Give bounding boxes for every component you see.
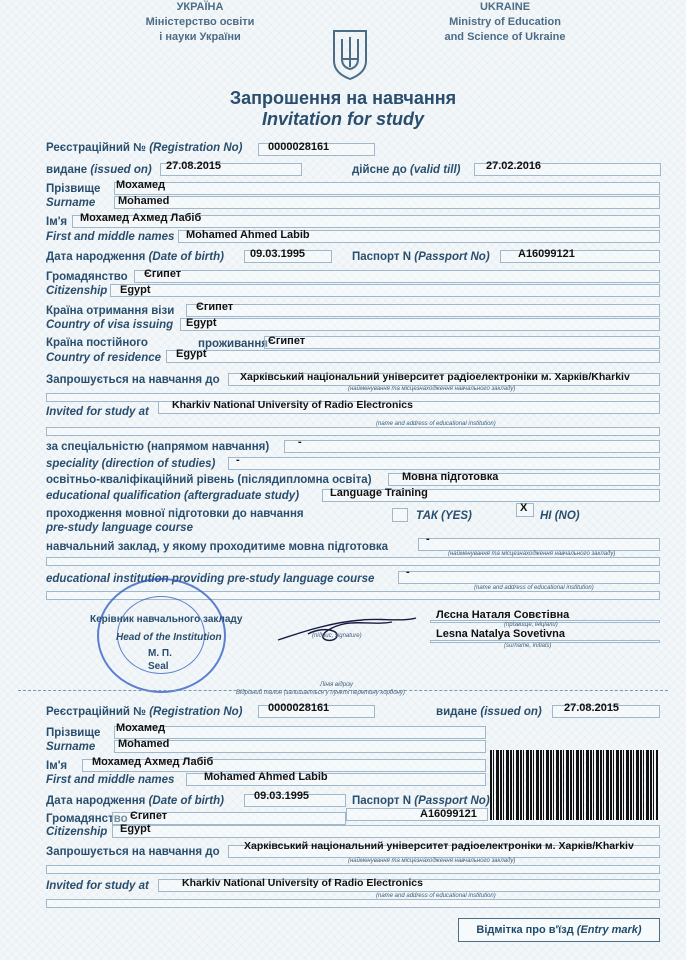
title-uk: Запрошення на навчання — [229, 88, 457, 108]
surname-box-en — [114, 196, 660, 209]
stub-university-value-en: Kharkiv National University of Radio Electronics — [182, 877, 423, 889]
visa-box-uk — [186, 304, 660, 317]
speciality-box-en — [228, 457, 660, 470]
ministry-en-line1: Ministry of Education — [449, 16, 561, 28]
issued-value: 27.08.2015 — [166, 160, 222, 172]
head-name-caption-en: (surname, initials) — [504, 643, 552, 649]
stub-names-value-uk: Мохамед Ахмед Лабіб — [92, 756, 214, 768]
stub-dob-value: 09.03.1995 — [254, 790, 310, 802]
surname-label-uk: Прізвище — [46, 183, 101, 195]
head-name-uk: Лєсна Наталя Совєтівна — [436, 609, 570, 621]
stub-invited-label-uk: Запрошується на навчання до — [46, 846, 220, 858]
stub-university-value-uk: Харківський національний університет радіоелектроніки м. Харків/Kharkiv — [244, 840, 634, 852]
signature-image — [272, 608, 422, 648]
citizenship-box-en — [110, 284, 660, 297]
citizenship-label-uk: Громадянство — [46, 271, 128, 283]
stub-invited-label-en: Invited for study at — [46, 880, 149, 892]
title-en: Invitation for study — [262, 109, 424, 129]
no-checkbox-mark: X — [520, 502, 528, 514]
invited-label-en: Invited for study at — [46, 406, 149, 418]
stub-surname-value-en: Mohamed — [118, 738, 170, 750]
stub-names-value-en: Mohamed Ahmed Labib — [204, 771, 328, 783]
stub-surname-label-en: Surname — [46, 741, 96, 753]
names-label-en: First and middle names — [46, 231, 175, 243]
valid-value: 27.02.2016 — [486, 160, 542, 172]
passport-value: A16099121 — [518, 248, 575, 260]
ministry-uk-line1: Міністерство освіти — [145, 16, 255, 28]
invited-box-en-2 — [46, 427, 660, 436]
valid-label: дійсне до (valid till) — [352, 164, 461, 176]
seal-label-uk: М. П. — [148, 648, 172, 659]
passport-label: Паспорт N (Passport No) — [352, 251, 490, 263]
names-value-en: Mohamed Ahmed Labib — [186, 229, 310, 241]
residence-label-uk-1: Країна постійного — [46, 337, 148, 349]
lang-inst-box-uk-2 — [46, 557, 660, 566]
qualification-value-uk: Мовна підготовка — [402, 471, 499, 483]
residence-label-en: Country of residence — [46, 352, 162, 364]
residence-value-uk: Єгипет — [268, 335, 306, 347]
lang-inst-label-uk: навчальний заклад, у якому проходитиме мовна підготовка — [46, 541, 389, 553]
speciality-value-uk: - — [298, 436, 302, 448]
stub-invited-box-uk-2 — [46, 865, 660, 874]
stub-surname-value-uk: Мохамед — [116, 722, 166, 734]
stub-caption-uk: (найменування та місцезнаходження навчального закладу) — [348, 858, 516, 864]
visa-box-en — [180, 318, 660, 331]
stub-passport-label: Паспорт N (Passport No) — [352, 795, 490, 807]
lang-inst-box-uk — [418, 538, 660, 551]
head-label-uk: Керівник навчального закладу — [90, 614, 243, 625]
surname-label-en: Surname — [46, 197, 96, 209]
seal-label-en: Seal — [148, 661, 169, 672]
lang-inst-box-en — [398, 571, 660, 584]
issued-label: видане (issued on) — [46, 164, 152, 176]
names-value-uk: Мохамед Ахмед Лабіб — [80, 212, 202, 224]
qualification-label-en: educational qualification (aftergraduate study) — [46, 490, 300, 502]
speciality-label-en: speciality (direction of studies) — [46, 458, 216, 470]
stub-citizenship-value-uk: Єгипет — [130, 810, 168, 822]
citizenship-value-uk: Єгипет — [144, 268, 182, 280]
stub-dob-label: Дата народження (Date of birth) — [46, 795, 224, 807]
residence-label-uk-2: проживання — [198, 338, 268, 350]
yes-label: ТАК (YES) — [416, 510, 472, 522]
stub-names-label-en: First and middle names — [46, 774, 175, 786]
cut-line-caption-2: Відрізний талон (залишається у пункті перетину кордону) — [236, 690, 405, 696]
reg-label: Реєстраційний № (Registration No) — [46, 142, 243, 154]
ministry-en-line2: and Science of Ukraine — [444, 31, 566, 43]
lang-caption-en: (name and address of educational institution) — [474, 585, 594, 591]
stub-surname-label-uk: Прізвище — [46, 727, 101, 739]
residence-value-en: Egypt — [176, 348, 207, 360]
head-name-caption-uk: (прізвище, ініціали) — [504, 622, 558, 628]
ministry-uk-line2: і науки України — [159, 31, 241, 43]
dob-label: Дата народження (Date of birth) — [46, 251, 224, 263]
language-course-label-uk: проходження мовної підготовки до навчання — [46, 508, 304, 520]
surname-value-en: Mohamed — [118, 195, 170, 207]
country-en: UKRAINE — [479, 1, 531, 13]
trident-emblem-icon — [330, 27, 370, 81]
citizenship-box-uk — [134, 270, 660, 283]
country-uk: УКРАЇНА — [176, 1, 224, 13]
invited-label-uk: Запрошується на навчання до — [46, 374, 220, 386]
stub-surname-box-en — [114, 740, 486, 753]
names-label-uk: Ім'я — [46, 216, 68, 228]
qualification-value-en: Language Training — [330, 487, 428, 499]
caption-name-address-en: (name and address of educational institution) — [376, 421, 496, 427]
university-value-uk: Харківський національний університет радіоелектроніки м. Харків/Kharkiv — [240, 371, 630, 383]
stub-reg-value: 0000028161 — [268, 702, 330, 714]
citizenship-value-en: Egypt — [120, 284, 151, 296]
lang-caption-uk: (найменування та місцезнаходження навчального закладу) — [448, 551, 616, 557]
language-course-label-en: pre-study language course — [46, 522, 193, 534]
visa-country-label-en: Country of visa issuing — [46, 319, 174, 331]
entry-mark-box: Відмітка про в'їзд (Entry mark) — [458, 918, 660, 942]
visa-value-en: Egypt — [186, 317, 217, 329]
surname-value-uk: Мохамед — [116, 179, 166, 191]
caption-name-address-uk: (найменування та місцезнаходження навчального закладу) — [348, 386, 516, 392]
reg-value: 0000028161 — [268, 141, 330, 153]
dob-value: 09.03.1995 — [250, 248, 306, 260]
lang-inst-label-en: educational institution providing pre-study language course — [46, 573, 375, 585]
stub-issued-value: 27.08.2015 — [564, 702, 620, 714]
signature-caption: (підпис, signature) — [312, 633, 362, 639]
stub-passport-value: A16099121 — [420, 808, 477, 820]
qualification-label-uk: освітньо-кваліфікаційний рівень (післядипломна освіта) — [46, 474, 372, 486]
stub-reg-label: Реєстраційний № (Registration No) — [46, 706, 243, 718]
visa-value-uk: Єгипет — [196, 301, 234, 313]
university-value-en: Kharkiv National University of Radio Electronics — [172, 399, 413, 411]
stub-caption-en: (name and address of educational institution) — [376, 893, 496, 899]
visa-country-label-uk: Країна отримання візи — [46, 305, 175, 317]
stub-citizenship-box-en — [112, 825, 660, 838]
header-en — [425, 0, 585, 45]
surname-box-uk — [114, 182, 660, 195]
stub-citizenship-label-en: Citizenship — [46, 826, 108, 838]
residence-box-uk — [264, 336, 660, 349]
barcode — [490, 750, 658, 820]
citizenship-label-en: Citizenship — [46, 285, 108, 297]
head-label-en: Head of the Institution — [116, 632, 222, 643]
no-label: НІ (NO) — [540, 510, 580, 522]
stub-issued-label: видане (issued on) — [436, 706, 542, 718]
stub-citizenship-label-uk: Громадянство — [46, 813, 128, 825]
stub-surname-box-uk — [114, 726, 486, 739]
yes-checkbox — [392, 508, 408, 522]
header-uk — [120, 0, 280, 45]
stub-invited-box-en-2 — [46, 899, 660, 908]
stub-citizenship-value-en: Egypt — [120, 823, 151, 835]
head-name-en: Lesna Natalya Sovetivna — [436, 628, 566, 640]
speciality-value-en: - — [236, 454, 240, 466]
lang-inst-value-en: - — [406, 566, 410, 578]
speciality-box-uk — [284, 440, 660, 453]
stub-names-label-uk: Ім'я — [46, 760, 68, 772]
cut-line-caption-1: Лінія відрізу — [320, 682, 353, 688]
lang-inst-value-uk: - — [426, 533, 430, 545]
residence-box-en — [166, 350, 660, 363]
speciality-label-uk: за спеціальністю (напрямом навчання) — [46, 441, 270, 453]
